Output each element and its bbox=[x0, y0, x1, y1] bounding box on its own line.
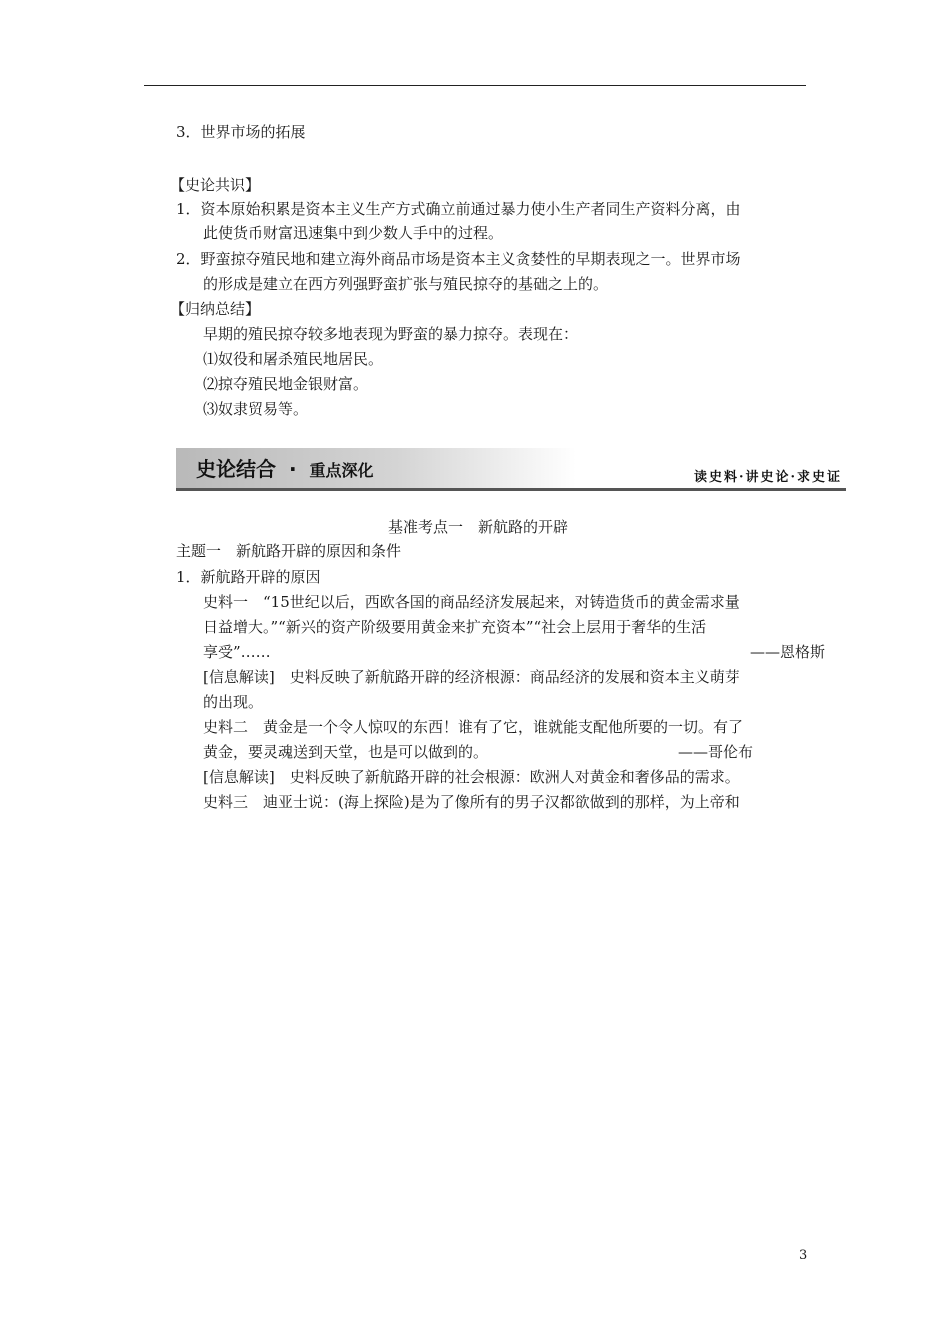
section-center-title: 基准考点一 新航路的开辟 bbox=[388, 518, 569, 536]
subsection-heading: 1．新航路开辟的原因 bbox=[176, 568, 321, 586]
consensus-point-1-line-1: 1．资本原始积累是资本主义生产方式确立前通过暴力使小生产者同生产资料分离，由 bbox=[176, 200, 741, 218]
banner-underline bbox=[176, 488, 846, 491]
banner-subtitle: 重点深化 bbox=[309, 461, 374, 480]
source-1-line-3: 享受”…… bbox=[203, 643, 271, 661]
banner-title bbox=[196, 457, 374, 483]
summary-heading: 【归纳总结】 bbox=[170, 300, 261, 318]
summary-intro: 早期的殖民掠夺较多地表现为野蛮的暴力掠夺。表现在： bbox=[203, 325, 579, 343]
theme-heading: 主题一 新航路开辟的原因和条件 bbox=[176, 542, 402, 560]
source-1-attribution: ——恩格斯 bbox=[749, 643, 825, 661]
consensus-point-2-line-1: 2．野蛮掠夺殖民地和建立海外商品市场是资本主义贪婪性的早期表现之一。世界市场 bbox=[176, 250, 741, 268]
banner-motto: 读史料·讲史论·求史证 bbox=[693, 470, 842, 485]
summary-item-3: ⑶奴隶贸易等。 bbox=[203, 400, 309, 418]
source-2-line-2: 黄金，要灵魂送到天堂，也是可以做到的。 bbox=[203, 743, 489, 761]
consensus-point-1-line-2: 此使货币财富迅速集中到少数人手中的过程。 bbox=[203, 224, 504, 242]
source-1-line-2: 日益增大。”“新兴的资产阶级要用黄金来扩充资本”“社会上层用于奢华的生活 bbox=[203, 618, 707, 636]
consensus-point-2-line-2: 的形成是建立在西方列强野蛮扩张与殖民掠夺的基础之上的。 bbox=[203, 275, 609, 293]
banner-title-main: 史论结合 bbox=[196, 457, 276, 481]
item-3-heading: 3．世界市场的拓展 bbox=[176, 123, 306, 141]
source-2-attribution: ——哥伦布 bbox=[678, 743, 754, 761]
source-3-line-1: 史料三 迪亚士说：(海上探险)是为了像所有的男子汉都欲做到的那样，为上帝和 bbox=[203, 793, 740, 811]
interpretation-1-line-2: 的出现。 bbox=[203, 693, 264, 711]
summary-item-1: ⑴奴役和屠杀殖民地居民。 bbox=[203, 350, 384, 368]
interpretation-1-line-1: [信息解读] 史料反映了新航路开辟的经济根源：商品经济的发展和资本主义萌芽 bbox=[203, 668, 740, 686]
consensus-heading: 【史论共识】 bbox=[170, 176, 261, 194]
source-1-line-1: 史料一 “15世纪以后，西欧各国的商品经济发展起来，对铸造货币的黄金需求量 bbox=[203, 593, 740, 611]
interpretation-2-line-1: [信息解读] 史料反映了新航路开辟的社会根源：欧洲人对黄金和奢侈品的需求。 bbox=[203, 768, 740, 786]
banner-dot: · bbox=[288, 457, 297, 481]
source-2-line-1: 史料二 黄金是一个令人惊叹的东西！谁有了它，谁就能支配他所要的一切。有了 bbox=[203, 718, 744, 736]
summary-item-2: ⑵掠夺殖民地金银财富。 bbox=[203, 375, 369, 393]
page-number: 3 bbox=[799, 1248, 808, 1263]
section-banner bbox=[176, 448, 846, 492]
header-rule bbox=[144, 85, 806, 86]
